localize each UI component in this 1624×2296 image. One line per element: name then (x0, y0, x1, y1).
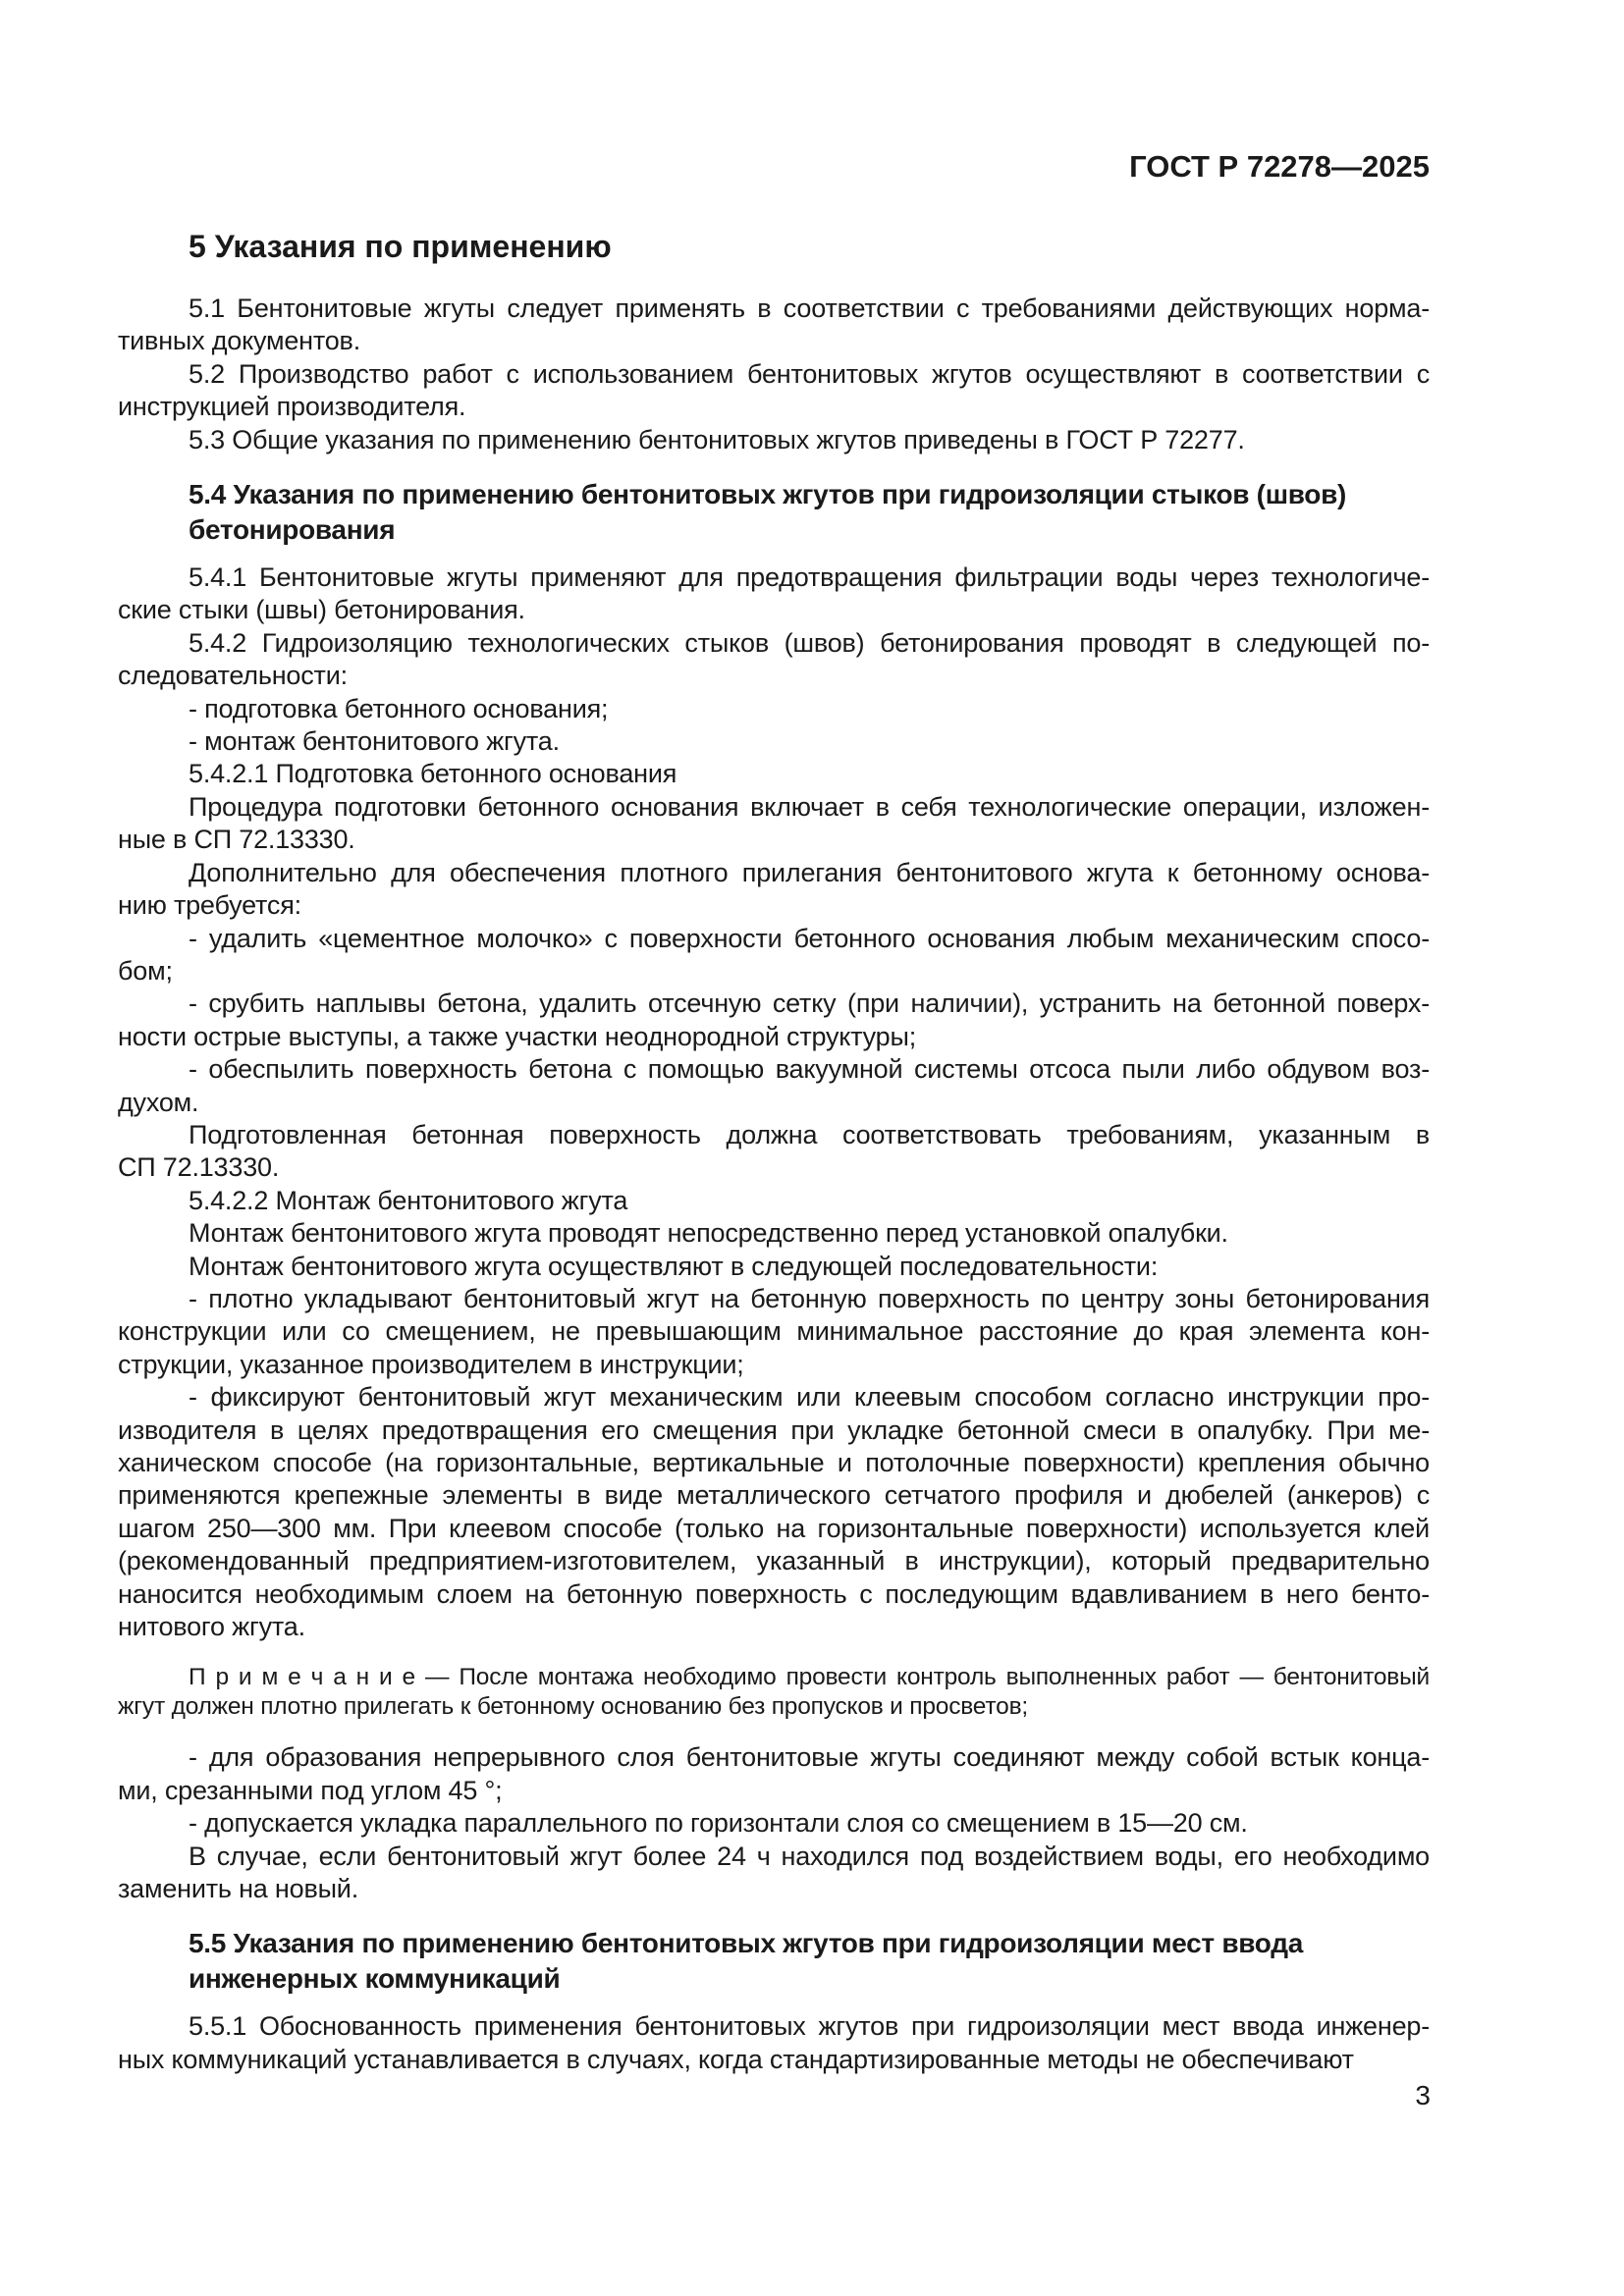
text-line: ные в СП 72.13330. (118, 825, 355, 855)
text-line: шагом 250—300 мм. При клеевом способе (только на горизонтальные поверхности) используется клей (118, 1513, 1430, 1543)
para-5-4-1 (118, 561, 1430, 627)
text-line: 5.4.2.1 Подготовка бетонного основания (189, 759, 677, 789)
text-line: инженерных коммуникаций (189, 1962, 561, 1994)
text-line: следовательности: (118, 661, 348, 691)
para-5-1 (118, 293, 1430, 358)
text-line: 5.1 Бентонитовые жгуты следует применять в соответствии с требованиями действующих норма- (189, 294, 1430, 323)
text-line: применяются крепежные элементы в виде металлического сетчатого профиля и дюбелей (анкеров) с (118, 1480, 1430, 1511)
text-line: 5.4 Указания по применению бентонитовых жгутов при гидроизоляции стыков (швов) (189, 479, 1347, 510)
para-5-4-2-2-title (118, 1185, 1430, 1217)
text-line: 5.5.1 Обоснованность применения бентонитовых жгутов при гидроизоляции мест ввода инженер- (189, 2011, 1430, 2042)
para-5-2 (118, 358, 1430, 424)
para-montazh-opalubka (118, 1217, 1430, 1250)
text-line: ми, срезанными под углом 45 °; (118, 1775, 503, 1805)
text-line: (рекомендованный предприятием-изготовителем, указанный в инструкции), который предварительно (118, 1546, 1430, 1576)
text-line: 5.5 Указания по применению бентонитовых жгутов при гидроизоляции мест ввода (189, 1928, 1303, 1959)
list-item-dopuskaetsya (118, 1807, 1430, 1840)
list-item-podgotovka (118, 693, 1430, 725)
text-line: Монтаж бентонитового жгута проводят непосредственно перед установкой опалубки. (189, 1218, 1228, 1249)
note-primechanie (118, 1663, 1430, 1722)
list-item-obespylit (118, 1053, 1430, 1119)
text-line: 5.4.2 Гидроизоляцию технологических стыков (швов) бетонирования проводят в следующей по- (189, 627, 1430, 658)
text-line: 5 Указания по применению (189, 229, 612, 264)
text-line: инструкцией производителя. (118, 392, 466, 422)
text-line: - удалить «цементное молочко» с поверхности бетонного основания любым механическим спосо- (189, 923, 1430, 953)
text-line: ности острые выступы, а также участки неоднородной структуры; (118, 1021, 917, 1051)
text-line: изводителя в целях предотвращения его смещения при укладке бетонной смеси в опалубку. При ме- (118, 1415, 1430, 1445)
text-line: ных коммуникаций устанавливается в случаях, когда стандартизированные методы не обеспечивают (118, 2044, 1354, 2074)
section-5-heading (118, 229, 1430, 265)
text-line: - фиксируют бентонитовый жгут механическим или клеевым способом согласно инструкции про- (189, 1382, 1430, 1413)
text-line: наносится необходимым слоем на бетонную поверхность с последующим вдавливанием в него бенто- (118, 1578, 1430, 1609)
text-line: - подготовка бетонного основания; (189, 693, 609, 723)
text-line: духом. (118, 1087, 199, 1117)
text-line: струкции, указанное производителем в инструкции; (118, 1349, 744, 1379)
text-line: Монтаж бентонитового жгута осуществляют в следующей последовательности: (189, 1251, 1159, 1281)
list-item-fiksiruyut (118, 1381, 1430, 1643)
document-content (118, 229, 1430, 2076)
list-item-plotno (118, 1283, 1430, 1381)
text-line: 5.4.1 Бентонитовые жгуты применяют для предотвращения фильтрации воды через технологиче- (189, 562, 1430, 593)
text-line: - обеспылить поверхность бетона с помощью вакуумной системы отсоса пыли либо обдувом воз- (189, 1054, 1430, 1085)
list-item-dlya-obrazovaniya (118, 1741, 1430, 1807)
text-line: В случае, если бентонитовый жгут более 24 ч находился под воздействием воды, его необходимо (189, 1841, 1430, 1871)
page-number: 3 (1415, 2080, 1431, 2110)
text-line: ханическом способе (на горизонтальные, вертикальные и потолочные поверхности) крепления обычно (118, 1448, 1430, 1477)
para-5-4-2 (118, 627, 1430, 693)
text-line: бетонирования (189, 513, 396, 545)
text-line: ские стыки (швы) бетонирования. (118, 595, 525, 625)
text-line: жгут должен плотно прилегать к бетонному основанию без пропусков и просветов; (118, 1693, 1028, 1721)
document-code-header: ГОСТ Р 72278—2025 (1129, 149, 1430, 184)
para-v-sluchae (118, 1841, 1430, 1906)
text-line: 5.4.2.2 Монтаж бентонитового жгута (189, 1185, 628, 1215)
heading-5-5 (118, 1926, 1430, 1996)
text-line: 5.3 Общие указания по применению бентонитовых жгутов приведены в ГОСТ Р 72277. (189, 424, 1245, 454)
para-5-5-1 (118, 2010, 1430, 2076)
text-line: - плотно укладывают бентонитовый жгут на бетонную поверхность по центру зоны бетонирования (189, 1283, 1430, 1313)
text-line: - для образования непрерывного слоя бентонитовые жгуты соединяют между собой встык конца- (189, 1742, 1430, 1773)
para-5-4-2-1-title (118, 758, 1430, 790)
text-line: конструкции или со смещением, не превышающим минимальное расстояние до края элемента кон- (118, 1316, 1430, 1347)
text-line: нию требуется: (118, 890, 301, 921)
text-line: Подготовленная бетонная поверхность должна соответствовать требованиям, указанным в (189, 1119, 1430, 1149)
text-line: Процедура подготовки бетонного основания включает в себя технологические операции, изложен- (189, 791, 1430, 822)
list-item-montazh (118, 725, 1430, 758)
para-podgotovlennaya (118, 1119, 1430, 1185)
text-line: 5.2 Производство работ с использованием бентонитовых жгутов осуществляют в соответствии с (189, 358, 1430, 389)
heading-5-4 (118, 477, 1430, 547)
para-procedura (118, 791, 1430, 857)
text-line: бом; (118, 955, 173, 986)
para-montazh-posledovatelnost (118, 1251, 1430, 1283)
list-item-srubit (118, 988, 1430, 1053)
text-line: - монтаж бентонитового жгута. (189, 726, 560, 757)
text-line: Дополнительно для обеспечения плотного прилегания бентонитового жгута к бетонному основа- (189, 857, 1430, 887)
text-line: - допускается укладка параллельного по горизонтали слоя со смещением в 15—20 см. (189, 1808, 1248, 1839)
para-dopolnitelno (118, 857, 1430, 923)
text-line: заменить на новый. (118, 1874, 358, 1904)
text-line: нитового жгута. (118, 1612, 305, 1642)
text-line: - срубить наплывы бетона, удалить отсечную сетку (при наличии), устранить на бетонной поверх- (189, 988, 1430, 1019)
para-5-3 (118, 424, 1430, 456)
text-line: П р и м е ч а н и е — После монтажа необходимо провести контроль выполненных работ — бентонитовый (189, 1664, 1430, 1691)
text-line: тивных документов. (118, 326, 361, 356)
list-item-udalit (118, 923, 1430, 988)
text-line: СП 72.13330. (118, 1152, 280, 1183)
